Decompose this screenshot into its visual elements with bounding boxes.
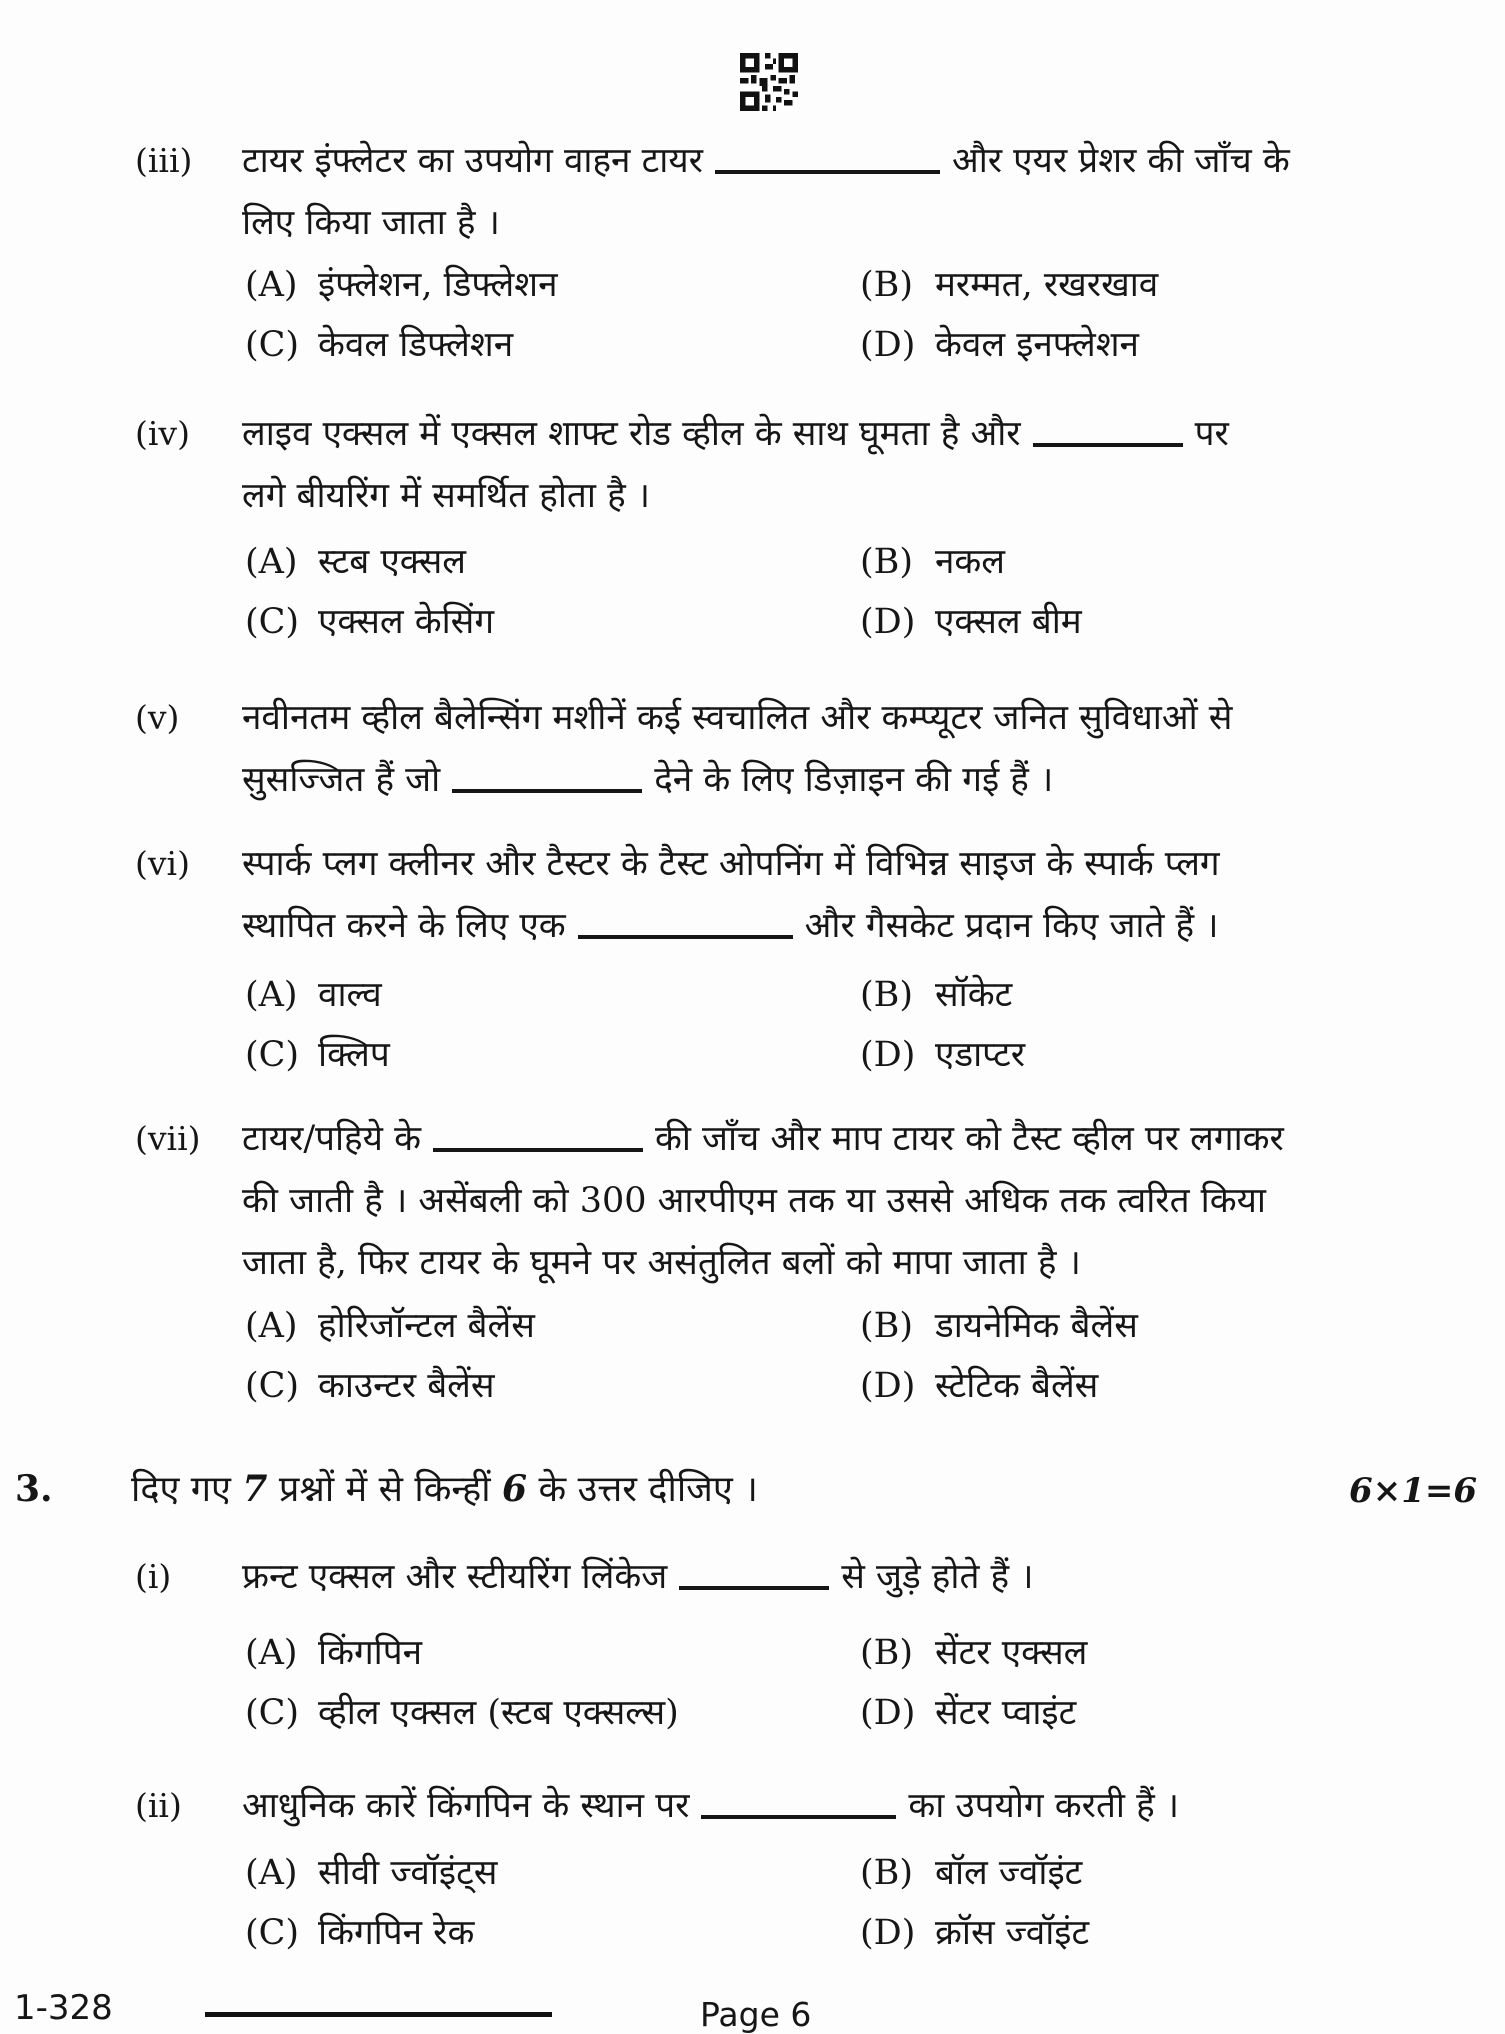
option-text: एडाप्टर (935, 1035, 1026, 1075)
question-line (242, 1232, 1450, 1294)
section-instruction (131, 1469, 758, 1510)
option-key-C: (C) (245, 602, 300, 642)
option-text: नकल (935, 542, 1006, 582)
option-key-A: (A) (245, 975, 298, 1015)
question-label: (iii) (135, 141, 193, 180)
question-text: की जाँच और माप टायर को टैस्ट व्हील पर लगाकर (654, 1119, 1284, 1159)
question-text: टायर/पहिये के (242, 1119, 421, 1159)
option-key-C: (C) (245, 1035, 300, 1075)
question-text: 7 (242, 1468, 268, 1510)
option-key-D: (D) (860, 602, 916, 642)
option-text: काउन्टर बैलेंस (318, 1366, 495, 1406)
option-text: सीवी ज्वॉइंट्स (318, 1853, 498, 1893)
question-body (242, 687, 1450, 811)
question-line (242, 465, 1450, 527)
question-iv (0, 403, 1505, 527)
paper-code: 1-328 (14, 1988, 113, 2028)
fill-in-blank (679, 1580, 829, 1590)
option-key-D: (D) (860, 1035, 916, 1075)
question-text: प्रश्नों में से किन्हीं (267, 1469, 503, 1510)
question-text: स्थापित करने के लिए एक (242, 906, 566, 946)
question-text: से जुड़े होते हैं । (841, 1557, 1034, 1597)
question-text: देने के लिए डिज़ाइन की गई हैं । (654, 760, 1054, 800)
question-text: आधुनिक कारें किंगपिन के स्थान पर (242, 1786, 690, 1826)
fill-in-blank (1033, 437, 1183, 447)
option-key-B: (B) (860, 1853, 914, 1893)
qr-code-icon (740, 53, 798, 111)
option-text: व्हील एक्सल (स्टब एक्सल्स) (318, 1693, 679, 1733)
option-text: डायनेमिक बैलेंस (935, 1306, 1138, 1346)
fill-in-blank (433, 1142, 643, 1152)
option-key-D: (D) (860, 1693, 916, 1733)
question-text: के उत्तर दीजिए । (527, 1469, 758, 1510)
question-line (242, 1775, 1450, 1837)
question-v (0, 687, 1505, 811)
option-key-B: (B) (860, 542, 914, 582)
question-text: का उपयोग करती हैं । (908, 1786, 1180, 1826)
question-label: (vii) (135, 1119, 201, 1158)
option-key-A: (A) (245, 1633, 298, 1673)
question-text: टायर इंफ्लेटर का उपयोग वाहन टायर (242, 141, 703, 181)
question-body (242, 833, 1450, 957)
question-line (242, 895, 1450, 957)
option-key-A: (A) (245, 542, 298, 582)
option-key-A: (A) (245, 1853, 298, 1893)
question-line (242, 192, 1450, 254)
question-line (242, 130, 1450, 192)
fill-in-blank (578, 929, 793, 939)
option-key-C: (C) (245, 1693, 300, 1733)
option-key-C: (C) (245, 1913, 300, 1953)
marks-scheme: 6×1=6 (1349, 1471, 1477, 1511)
option-text: इंफ्लेशन, डिफ्लेशन (318, 265, 558, 305)
question-text: और एयर प्रेशर की जाँच के (951, 141, 1290, 181)
option-text: क्रॉस ज्वॉइंट (935, 1913, 1090, 1953)
option-text: केवल डिफ्लेशन (318, 325, 514, 365)
question-line (242, 1170, 1450, 1232)
question-body (242, 403, 1450, 527)
options-vi (245, 965, 1465, 1085)
question-body (242, 130, 1450, 254)
options-i (245, 1623, 1465, 1743)
options-vii (245, 1296, 1465, 1416)
question-text: लाइव एक्सल में एक्सल शाफ्ट रोड व्हील के साथ घूमता है और (242, 414, 1021, 454)
section-number: 3. (15, 1468, 53, 1510)
question-text: फ्रन्ट एक्सल और स्टीयरिंग लिंकेज (242, 1557, 668, 1597)
option-key-C: (C) (245, 325, 300, 365)
question-text: जाता है, फिर टायर के घूमने पर असंतुलित बलों को मापा जाता है । (242, 1243, 1081, 1283)
option-key-D: (D) (860, 325, 916, 365)
options-iii (245, 255, 1465, 375)
option-text: एक्सल केसिंग (318, 602, 495, 642)
fill-in-blank (452, 783, 642, 793)
question-label: (ii) (135, 1786, 182, 1825)
options-iv (245, 532, 1465, 652)
option-text: सॉकेट (935, 975, 1013, 1015)
question-body (242, 1108, 1450, 1294)
fill-in-blank (715, 164, 940, 174)
section-3-heading (0, 1464, 1505, 1515)
question-text: लिए किया जाता है । (242, 203, 500, 243)
question-line (242, 749, 1450, 811)
fill-in-blank (701, 1809, 896, 1819)
option-text: मरम्मत, रखरखाव (935, 265, 1159, 305)
question-text: पर (1194, 414, 1229, 454)
option-text: एक्सल बीम (935, 602, 1082, 642)
question-text: सुसज्जित हैं जो (242, 760, 441, 800)
option-text: केवल इनफ्लेशन (935, 325, 1139, 365)
option-key-B: (B) (860, 975, 914, 1015)
question-label: (i) (135, 1557, 172, 1596)
option-text: स्टेटिक बैलेंस (935, 1366, 1099, 1406)
question-line (242, 1108, 1450, 1170)
option-text: बॉल ज्वॉइंट (935, 1853, 1083, 1893)
question-line (242, 833, 1450, 895)
option-key-D: (D) (860, 1913, 916, 1953)
question-text: 6 (502, 1468, 528, 1510)
question-label: (vi) (135, 844, 190, 883)
option-text: किंगपिन रेक (318, 1913, 475, 1953)
question-ii (0, 1775, 1505, 1837)
question-vi (0, 833, 1505, 957)
question-text: लगे बीयरिंग में समर्थित होता है । (242, 476, 651, 516)
question-text: स्पार्क प्लग क्लीनर और टैस्टर के टैस्ट ओपनिंग में विभिन्न साइज के स्पार्क प्लग (242, 844, 1220, 884)
question-body (242, 1546, 1450, 1608)
option-key-B: (B) (860, 1306, 914, 1346)
option-text: क्लिप (318, 1035, 390, 1075)
question-text: दिए गए (131, 1469, 243, 1510)
option-key-C: (C) (245, 1366, 300, 1406)
question-text: नवीनतम व्हील बैलेन्सिंग मशीनें कई स्वचालित और कम्प्यूटर जनित सुविधाओं से (242, 698, 1233, 738)
options-ii (245, 1843, 1465, 1963)
option-text: सेंटर प्वाइंट (935, 1693, 1077, 1733)
question-line (242, 403, 1450, 465)
question-line (242, 687, 1450, 749)
option-key-A: (A) (245, 1306, 298, 1346)
question-i (0, 1546, 1505, 1608)
question-vii (0, 1108, 1505, 1294)
page-number: Page 6 (700, 1995, 812, 2034)
option-text: किंगपिन (318, 1633, 423, 1673)
question-iii (0, 130, 1505, 254)
question-label: (v) (135, 698, 180, 737)
option-key-B: (B) (860, 1633, 914, 1673)
option-text: सेंटर एक्सल (935, 1633, 1088, 1673)
option-text: वाल्व (318, 975, 382, 1015)
footer-divider (205, 2012, 552, 2017)
question-label: (iv) (135, 414, 190, 453)
option-text: होरिजॉन्टल बैलेंस (318, 1306, 535, 1346)
option-key-D: (D) (860, 1366, 916, 1406)
question-text: और गैसकेट प्रदान किए जाते हैं । (804, 906, 1219, 946)
option-text: स्टब एक्सल (318, 542, 466, 582)
question-text: की जाती है । असेंबली को 300 आरपीएम तक या उससे अधिक तक त्वरित किया (242, 1181, 1266, 1221)
option-key-A: (A) (245, 265, 298, 305)
option-key-B: (B) (860, 265, 914, 305)
question-body (242, 1775, 1450, 1837)
question-line (242, 1546, 1450, 1608)
